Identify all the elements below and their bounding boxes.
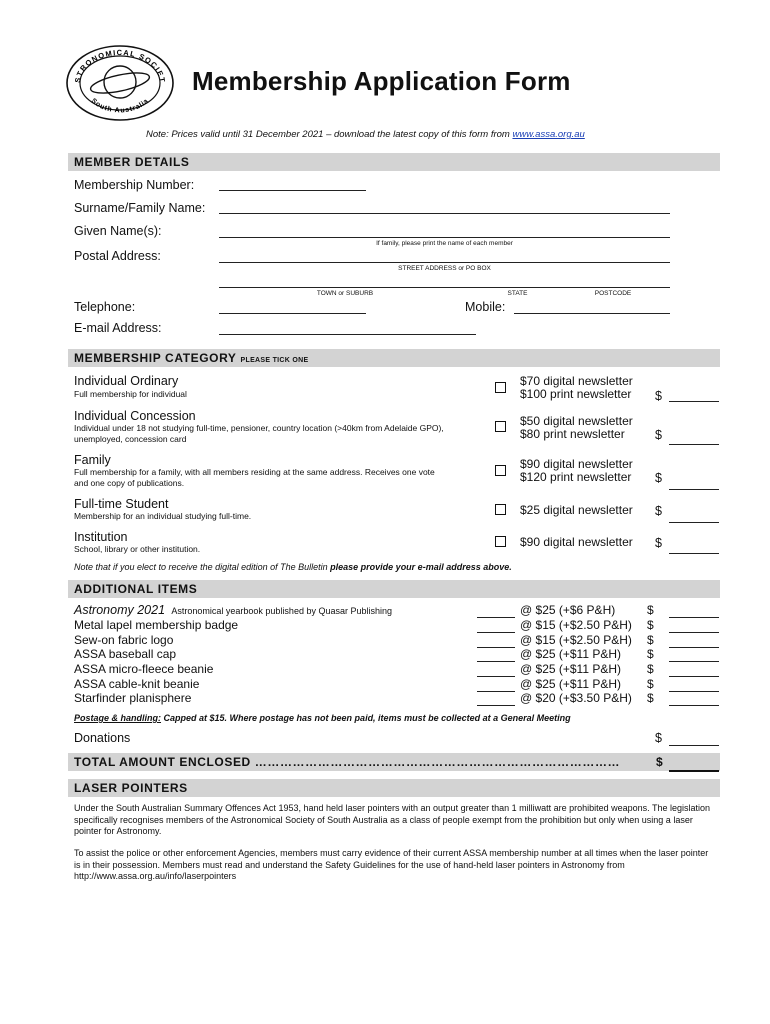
section-laser-pointers: LASER POINTERS <box>68 779 720 797</box>
town-state-postcode-field[interactable] <box>219 287 670 288</box>
saturn-logo-icon <box>64 44 176 122</box>
category-price: $25 digital newsletter <box>520 503 633 517</box>
telephone-field[interactable] <box>219 313 366 314</box>
dollar-sign: $ <box>655 536 662 550</box>
amount-field[interactable] <box>669 522 719 523</box>
section-additional-items: ADDITIONAL ITEMS <box>68 580 720 598</box>
amount-field[interactable] <box>669 444 719 445</box>
total-dollar: $ <box>656 755 663 769</box>
dollar-sign: $ <box>647 691 654 705</box>
dollar-sign: $ <box>647 603 654 617</box>
category-name: Full-time Student <box>74 497 169 511</box>
website-link[interactable]: www.assa.org.au <box>512 129 585 140</box>
category-desc: Membership for an individual studying full-time. <box>74 511 252 521</box>
item-name: ASSA micro-fleece beanie <box>74 662 214 676</box>
item-name: Starfinder planisphere <box>74 691 192 705</box>
item-price: @ $20 (+$3.50 P&H) <box>520 691 632 705</box>
quantity-field[interactable] <box>477 676 515 677</box>
state-hint: STATE <box>507 290 528 297</box>
category-name: Individual Concession <box>74 409 196 423</box>
checkbox-individual-ordinary[interactable] <box>495 382 506 393</box>
section-membership-category: MEMBERSHIP CATEGORY PLEASE TICK ONE <box>68 349 720 367</box>
category-name: Family <box>74 453 111 467</box>
total-bar <box>68 753 720 771</box>
dollar-sign: $ <box>647 633 654 647</box>
section-member-details: MEMBER DETAILS <box>68 153 720 171</box>
svg-text:ASTRONOMICAL SOCIETY: STRONOMICAL SOCIET <box>72 47 168 84</box>
quantity-field[interactable] <box>477 647 515 648</box>
postal-address-label: Postal Address: <box>74 249 161 263</box>
street-address-field[interactable] <box>219 262 670 263</box>
category-desc: Individual under 18 not studying full-time, pensioner, country location (>40km from Adelaide GPO), unemployed, concession card <box>74 423 444 444</box>
dollar-sign: $ <box>655 504 662 518</box>
amount-field[interactable] <box>669 647 719 648</box>
membership-number-label: Membership Number: <box>74 178 195 192</box>
amount-field[interactable] <box>669 661 719 662</box>
quantity-field[interactable] <box>477 661 515 662</box>
quantity-field[interactable] <box>477 632 515 633</box>
dollar-sign: $ <box>647 662 654 676</box>
item-name: ASSA cable-knit beanie <box>74 677 200 691</box>
dollar-sign: $ <box>655 428 662 442</box>
society-logo <box>64 44 176 122</box>
category-name: Institution <box>74 530 128 544</box>
laser-paragraph-1: Under the South Australian Summary Offences Act 1953, hand held laser pointers with an output greater than 1 milliwatt are prohibited weapons. The legislation specifically recognises members of the Astronomical Society of South Australia as a class of people exempt from the prohibition but only when using a laser pointer for Astronomy. <box>74 803 711 836</box>
postcode-hint: POSTCODE <box>594 290 632 297</box>
total-label: TOTAL AMOUNT ENCLOSED …………………………………………………………………………… <box>74 755 621 769</box>
item-name: Astronomy 2021 Astronomical yearbook published by Quasar Publishing <box>74 603 392 617</box>
item-price: @ $15 (+$2.50 P&H) <box>520 633 632 647</box>
town-hint: TOWN or SUBURB <box>316 290 374 297</box>
item-price: @ $25 (+$11 P&H) <box>520 647 622 661</box>
digital-note: Note that if you elect to receive the digital edition of The Bulletin please provide your e-mail address above. <box>74 562 512 572</box>
given-names-field[interactable] <box>219 237 670 238</box>
category-desc: Full membership for individual <box>74 389 187 399</box>
category-desc: School, library or other institution. <box>74 544 201 554</box>
category-price: $70 digital newsletter $100 print newsletter <box>520 374 633 401</box>
dollar-sign: $ <box>647 677 654 691</box>
item-price: @ $25 (+$11 P&H) <box>520 677 622 691</box>
checkbox-family[interactable] <box>495 465 506 476</box>
donations-amount-field[interactable] <box>669 745 719 746</box>
category-desc: Full membership for a family, with all members residing at the same address. Receives one vote and one copy of publications. <box>74 467 435 488</box>
given-names-label: Given Name(s): <box>74 224 162 238</box>
given-names-hint: If family, please print the name of each member <box>376 240 513 247</box>
amount-field[interactable] <box>669 401 719 402</box>
item-price: @ $25 (+$11 P&H) <box>520 662 622 676</box>
checkbox-student[interactable] <box>495 504 506 515</box>
item-name: Sew-on fabric logo <box>74 633 174 647</box>
amount-field[interactable] <box>669 705 719 706</box>
quantity-field[interactable] <box>477 705 515 706</box>
amount-field[interactable] <box>669 489 719 490</box>
category-price: $50 digital newsletter $80 print newsletter <box>520 414 633 441</box>
quantity-field[interactable] <box>477 617 515 618</box>
street-hint: STREET ADDRESS or PO BOX <box>398 265 491 272</box>
amount-field[interactable] <box>669 632 719 633</box>
price-note: Note: Prices valid until 31 December 2021 – download the latest copy of this form from www.assa.org.au <box>146 129 585 140</box>
category-price: $90 digital newsletter $120 print newsletter <box>520 457 633 484</box>
email-field[interactable] <box>219 334 476 335</box>
surname-field[interactable] <box>219 213 670 214</box>
total-amount-field[interactable] <box>669 770 719 772</box>
dollar-sign: $ <box>655 389 662 403</box>
mobile-field[interactable] <box>514 313 670 314</box>
dollar-sign: $ <box>655 471 662 485</box>
dollar-sign: $ <box>647 618 654 632</box>
surname-label: Surname/Family Name: <box>74 201 206 215</box>
svg-text:South Australia: South Australia <box>89 97 151 115</box>
amount-field[interactable] <box>669 617 719 618</box>
item-price: @ $15 (+$2.50 P&H) <box>520 618 632 632</box>
dollar-sign: $ <box>647 647 654 661</box>
item-name: ASSA baseball cap <box>74 647 177 661</box>
laser-paragraph-2: To assist the police or other enforcement Agencies, members must carry evidence of their current ASSA membership number at all times when the laser pointer is in their possession. Members must read and understand the Safety Guidelines for the use of hand-held laser pointers in Astronomy from http://www.assa.org.au/info/laserpointers <box>74 848 709 881</box>
email-label: E-mail Address: <box>74 321 162 335</box>
page-title: Membership Application Form <box>192 66 571 96</box>
item-name: Metal lapel membership badge <box>74 618 239 632</box>
category-price: $90 digital newsletter <box>520 535 633 549</box>
mobile-label: Mobile: <box>465 300 506 314</box>
amount-field[interactable] <box>669 676 719 677</box>
membership-number-field[interactable] <box>219 190 366 191</box>
category-name: Individual Ordinary <box>74 374 179 388</box>
dollar-sign: $ <box>655 731 662 745</box>
postage-note: Postage & handling: Capped at $15. Where postage has not been paid, items must be collected at a General Meeting <box>74 713 571 723</box>
donations-label: Donations <box>74 731 131 745</box>
quantity-field[interactable] <box>477 691 515 692</box>
amount-field[interactable] <box>669 691 719 692</box>
item-price: @ $25 (+$6 P&H) <box>520 603 616 617</box>
checkbox-individual-concession[interactable] <box>495 421 506 432</box>
checkbox-institution[interactable] <box>495 536 506 547</box>
telephone-label: Telephone: <box>74 300 136 314</box>
amount-field[interactable] <box>669 553 719 554</box>
